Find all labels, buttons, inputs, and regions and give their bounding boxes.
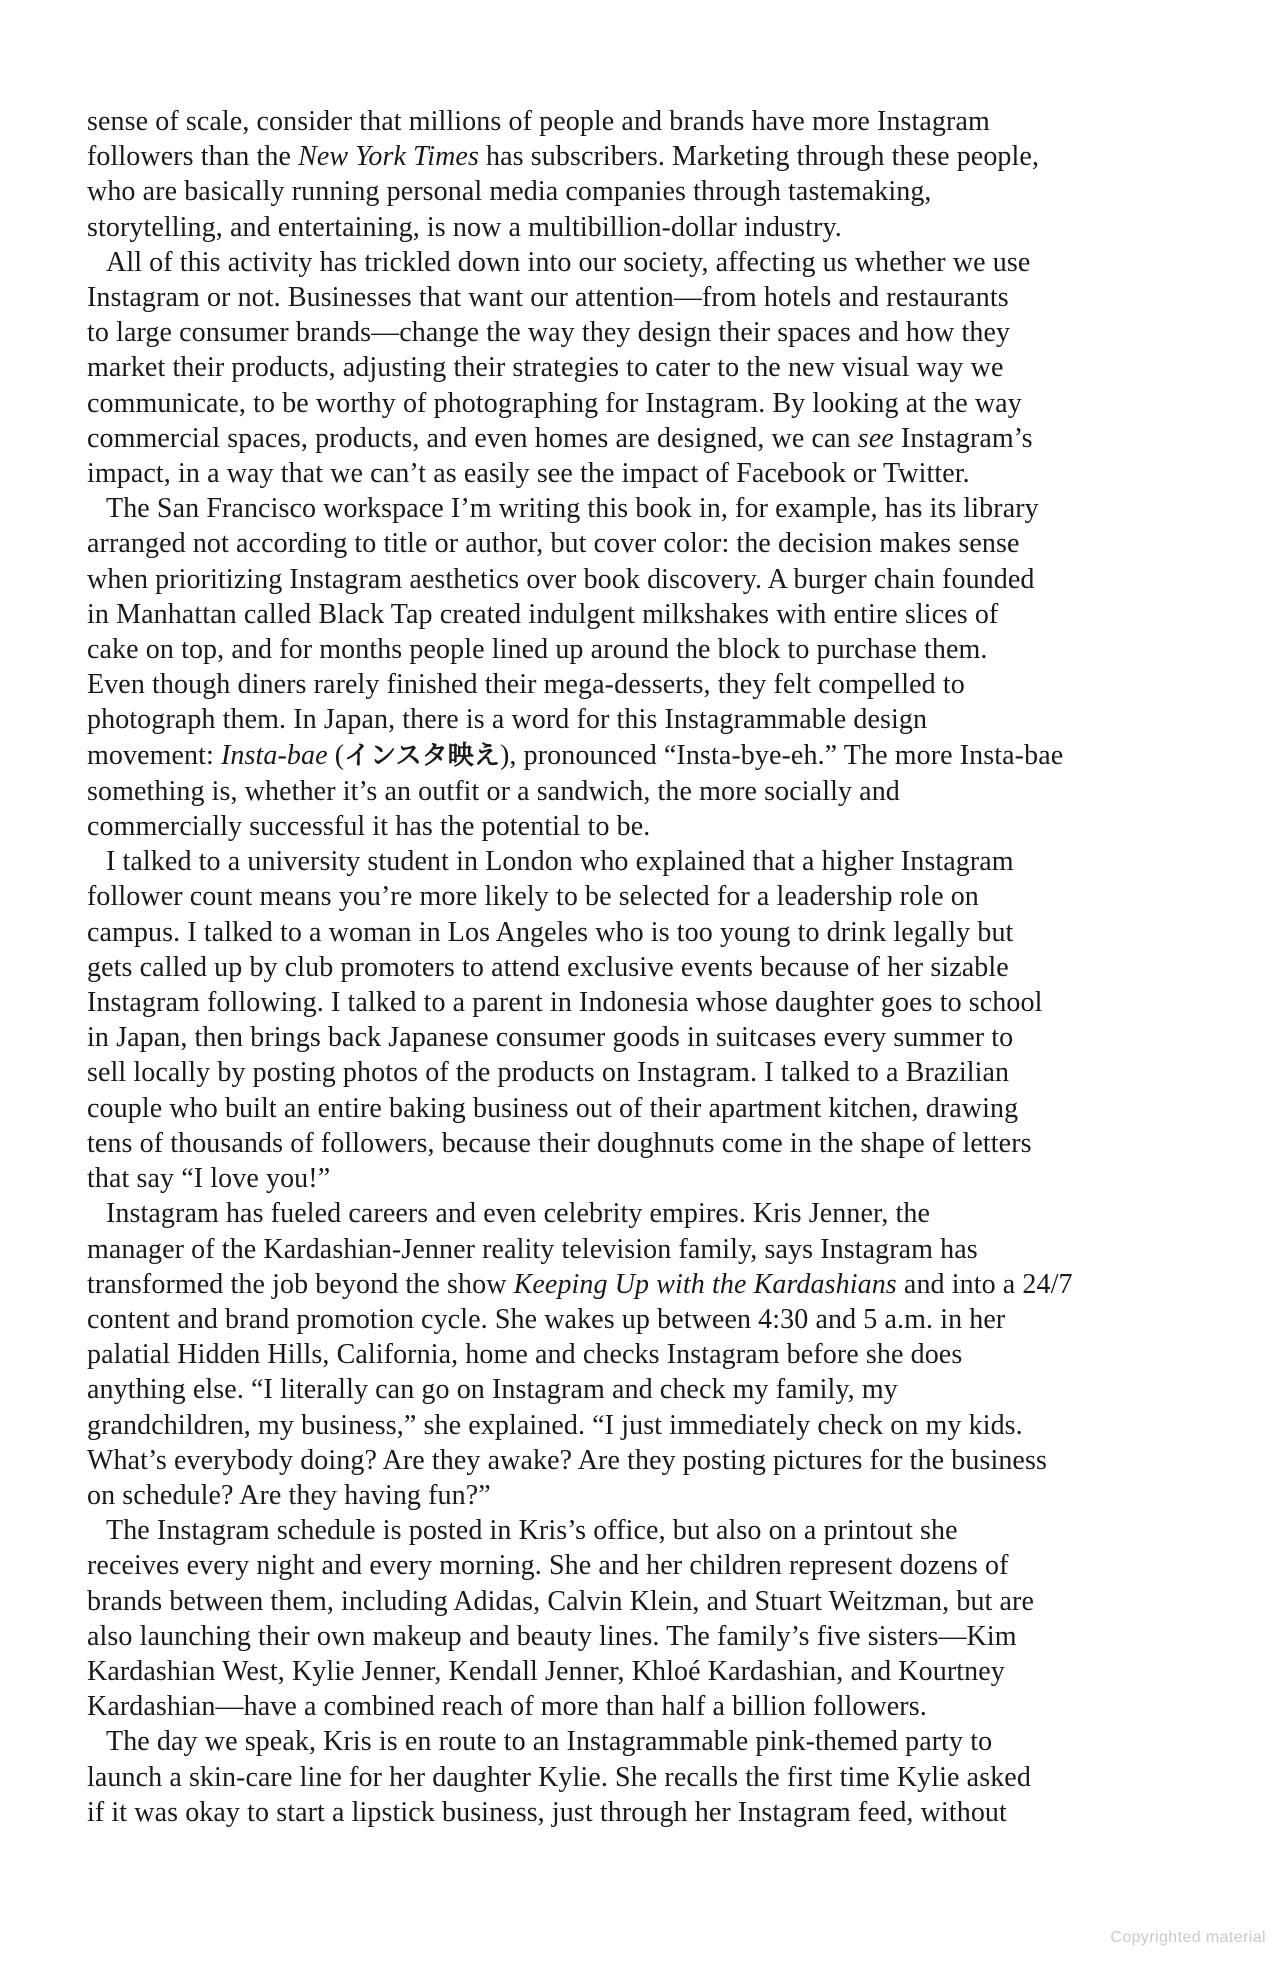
text-line: followers than the New York Times has subscribers. Marketing through these people, [87,141,1040,173]
text-line: brands between them, including Adidas, Calvin Klein, and Stuart Weitzman, but are [87,1585,1035,1617]
text-line: All of this activity has trickled down into our society, affecting us whether we use [106,246,1031,278]
text-line: commercial spaces, products, and even homes are designed, we can see Instagram’s [87,422,1033,454]
text-line: in Japan, then brings back Japanese consumer goods in suitcases every summer to [87,1022,1014,1054]
text-line: sell locally by posting photos of the products on Instagram. I talked to a Brazilian [87,1057,1010,1089]
italic-run: Keeping Up with the Kardashians [513,1268,897,1300]
text-line: The San Francisco workspace I’m writing this book in, for example, has its library [106,493,1039,525]
text-line: I talked to a university student in London who explained that a higher Instagram [106,846,1014,878]
text-line: follower count means you’re more likely to be selected for a leadership role on [87,881,979,913]
text-line: palatial Hidden Hills, California, home and checks Instagram before she does [87,1339,963,1371]
text-line: storytelling, and entertaining, is now a multibillion-dollar industry. [87,211,842,243]
text-line: campus. I talked to a woman in Los Angeles who is too young to drink legally but [87,916,1014,948]
text-line: anything else. “I literally can go on Instagram and check my family, my [87,1374,898,1406]
text-line: movement: Insta-bae (インスタ映え), pronounced “Insta-bye-eh.” The more Insta-bae [87,739,1064,771]
text-line: cake on top, and for months people lined up around the block to purchase them. [87,634,988,666]
paragraph [87,245,1187,491]
text-line: Kardashian West, Kylie Jenner, Kendall Jenner, Khloé Kardashian, and Kourtney [87,1655,1005,1687]
text-line: arranged not according to title or author, but cover color: the decision makes sense [87,528,1020,560]
italic-run: Insta-bae [220,739,328,771]
text-line: Even though diners rarely finished their mega-desserts, they felt compelled to [87,669,965,701]
paragraph [87,491,1187,844]
italic-run: see [857,422,894,454]
text-line: Instagram or not. Businesses that want our attention—from hotels and restaurants [87,282,1009,314]
text-line: also launching their own makeup and beauty lines. The family’s five sisters—Kim [87,1620,1017,1652]
paragraph [87,1513,1187,1724]
text-line: in Manhattan called Black Tap created indulgent milkshakes with entire slices of [87,598,999,630]
paragraph [87,104,1187,245]
text-line: gets called up by club promoters to attend exclusive events because of her sizable [87,951,1009,983]
text-line: What’s everybody doing? Are they awake? Are they posting pictures for the business [87,1444,1047,1476]
text-line: something is, whether it’s an outfit or a sandwich, the more socially and [87,775,900,807]
text-line: The day we speak, Kris is en route to an Instagrammable pink-themed party to [106,1726,993,1758]
text-line: commercially successful it has the potential to be. [87,811,651,843]
text-line: to large consumer brands—change the way they design their spaces and how they [87,317,1011,349]
text-line: communicate, to be worthy of photographing for Instagram. By looking at the way [87,387,1022,419]
text-line: grandchildren, my business,” she explained. “I just immediately check on my kids. [87,1409,1023,1441]
text-line: who are basically running personal media companies through tastemaking, [87,176,932,208]
text-line: launch a skin-care line for her daughter Kylie. She recalls the first time Kylie asked [87,1761,1031,1793]
paragraph [87,844,1187,1196]
copyright-watermark: Copyrighted material [1110,1929,1266,1946]
text-line: impact, in a way that we can’t as easily see the impact of Facebook or Twitter. [87,458,970,490]
text-line: transformed the job beyond the show Keeping Up with the Kardashians and into a 24/7 [87,1268,1073,1300]
paragraph [87,1724,1187,1830]
text-line: market their products, adjusting their strategies to cater to the new visual way we [87,352,1004,384]
italic-run: New York Times [298,141,479,173]
text-line: tens of thousands of followers, because their doughnuts come in the shape of letters [87,1127,1032,1159]
text-line: if it was okay to start a lipstick business, just through her Instagram feed, without [87,1796,1007,1828]
text-line: on schedule? Are they having fun?” [87,1479,491,1511]
paragraph [87,1196,1187,1513]
text-line: couple who built an entire baking business out of their apartment kitchen, drawing [87,1092,1019,1124]
text-line: content and brand promotion cycle. She wakes up between 4:30 and 5 a.m. in her [87,1303,1006,1335]
text-line: sense of scale, consider that millions of people and brands have more Instagram [87,106,990,137]
page-text [87,104,1187,1830]
text-line: manager of the Kardashian-Jenner reality television family, says Instagram has [87,1233,978,1265]
text-line: photograph them. In Japan, there is a word for this Instagrammable design [87,704,928,736]
text-line: Kardashian—have a combined reach of more than half a billion followers. [87,1691,927,1723]
text-line: receives every night and every morning. She and her children represent dozens of [87,1550,1009,1582]
text-line: Instagram following. I talked to a parent in Indonesia whose daughter goes to school [87,987,1043,1019]
text-line: when prioritizing Instagram aesthetics over book discovery. A burger chain founded [87,563,1035,595]
text-line: The Instagram schedule is posted in Kris’s office, but also on a printout she [106,1515,958,1547]
japanese-run: インスタ映え [344,740,500,771]
text-line: Instagram has fueled careers and even celebrity empires. Kris Jenner, the [106,1198,931,1230]
text-line: that say “I love you!” [87,1163,331,1195]
